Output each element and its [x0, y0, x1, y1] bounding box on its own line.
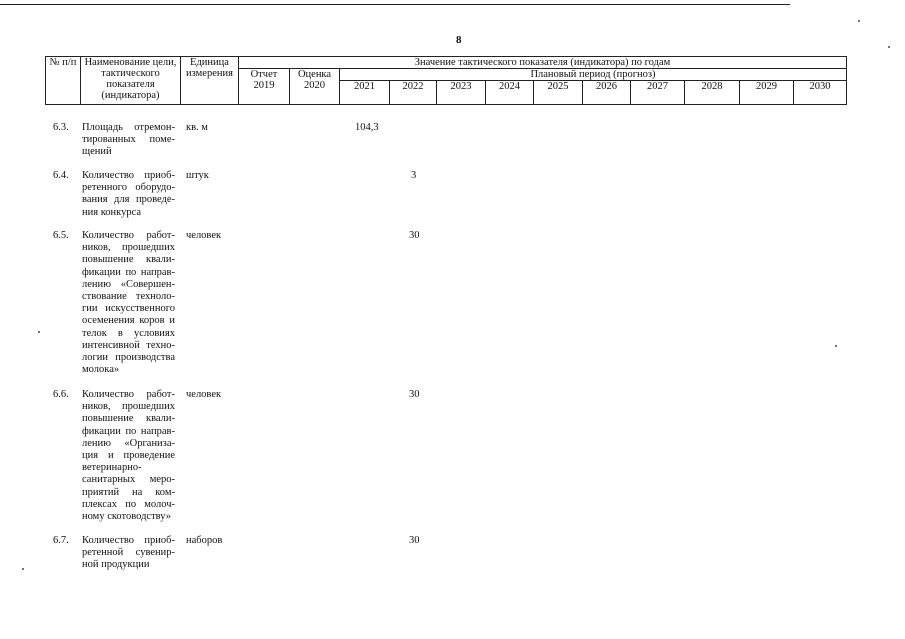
- row-unit: штук: [186, 170, 209, 181]
- row-name: Количество приобретенного оборудования для проведения конкурса: [82, 170, 175, 218]
- header-report: Отчет 2019: [239, 69, 290, 105]
- scan-speck: [22, 568, 24, 570]
- row-number: 6.4.: [53, 170, 69, 181]
- page-number: 8: [456, 34, 462, 46]
- header-values: Значение тактического показателя (индикатора) по годам: [239, 57, 847, 69]
- scan-speck: [858, 20, 860, 22]
- header-year: 2027: [631, 81, 685, 105]
- row-number: 6.5.: [53, 230, 69, 241]
- row-unit: наборов: [186, 535, 223, 546]
- row-value: 30: [409, 389, 420, 400]
- header-year: 2029: [740, 81, 794, 105]
- row-number: 6.6.: [53, 389, 69, 400]
- row-value: 104,3: [355, 122, 379, 133]
- indicator-table-header: [45, 56, 847, 105]
- row-name: Количество работников, прошедших повышение квалификации по направлению «Совершенствование технологии искусственного осеменения коров и телок в условиях интенсивной технологии производства молока»: [82, 230, 175, 376]
- header-estimate: Оценка 2020: [290, 69, 340, 105]
- row-unit: человек: [186, 389, 222, 400]
- row-unit: человек: [186, 230, 222, 241]
- header-unit: Единица измерения: [181, 57, 239, 105]
- row-value: 30: [409, 535, 420, 546]
- header-year: 2028: [685, 81, 740, 105]
- header-num: № п/п: [46, 57, 81, 105]
- scan-speck: [38, 331, 40, 333]
- header-year: 2030: [794, 81, 847, 105]
- row-name: Количество приобретенной сувенирной продукции: [82, 535, 175, 571]
- page-top-border: [0, 4, 790, 5]
- header-plan-period: Плановый период (прогноз): [340, 69, 847, 81]
- row-value: 3: [411, 170, 417, 181]
- header-year: 2024: [486, 81, 534, 105]
- header-year: 2023: [437, 81, 486, 105]
- header-year: 2025: [534, 81, 583, 105]
- row-name: Количество работников, прошедших повышение квалификации по направлению «Организация и проведение ветеринарно-санитарных мероприятий на комплексах по молочному скотоводству»: [82, 389, 175, 523]
- row-unit: кв. м: [186, 122, 208, 133]
- scan-speck: [888, 46, 890, 48]
- row-value: 30: [409, 230, 420, 241]
- header-year: 2026: [583, 81, 631, 105]
- row-number: 6.3.: [53, 122, 69, 133]
- row-name: Площадь отремонтированных помещений: [82, 122, 175, 158]
- header-year: 2021: [340, 81, 390, 105]
- header-year: 2022: [390, 81, 437, 105]
- row-number: 6.7.: [53, 535, 69, 546]
- header-name: Наименование цели, тактического показателя (индикатора): [81, 57, 181, 105]
- scan-speck: [835, 345, 837, 347]
